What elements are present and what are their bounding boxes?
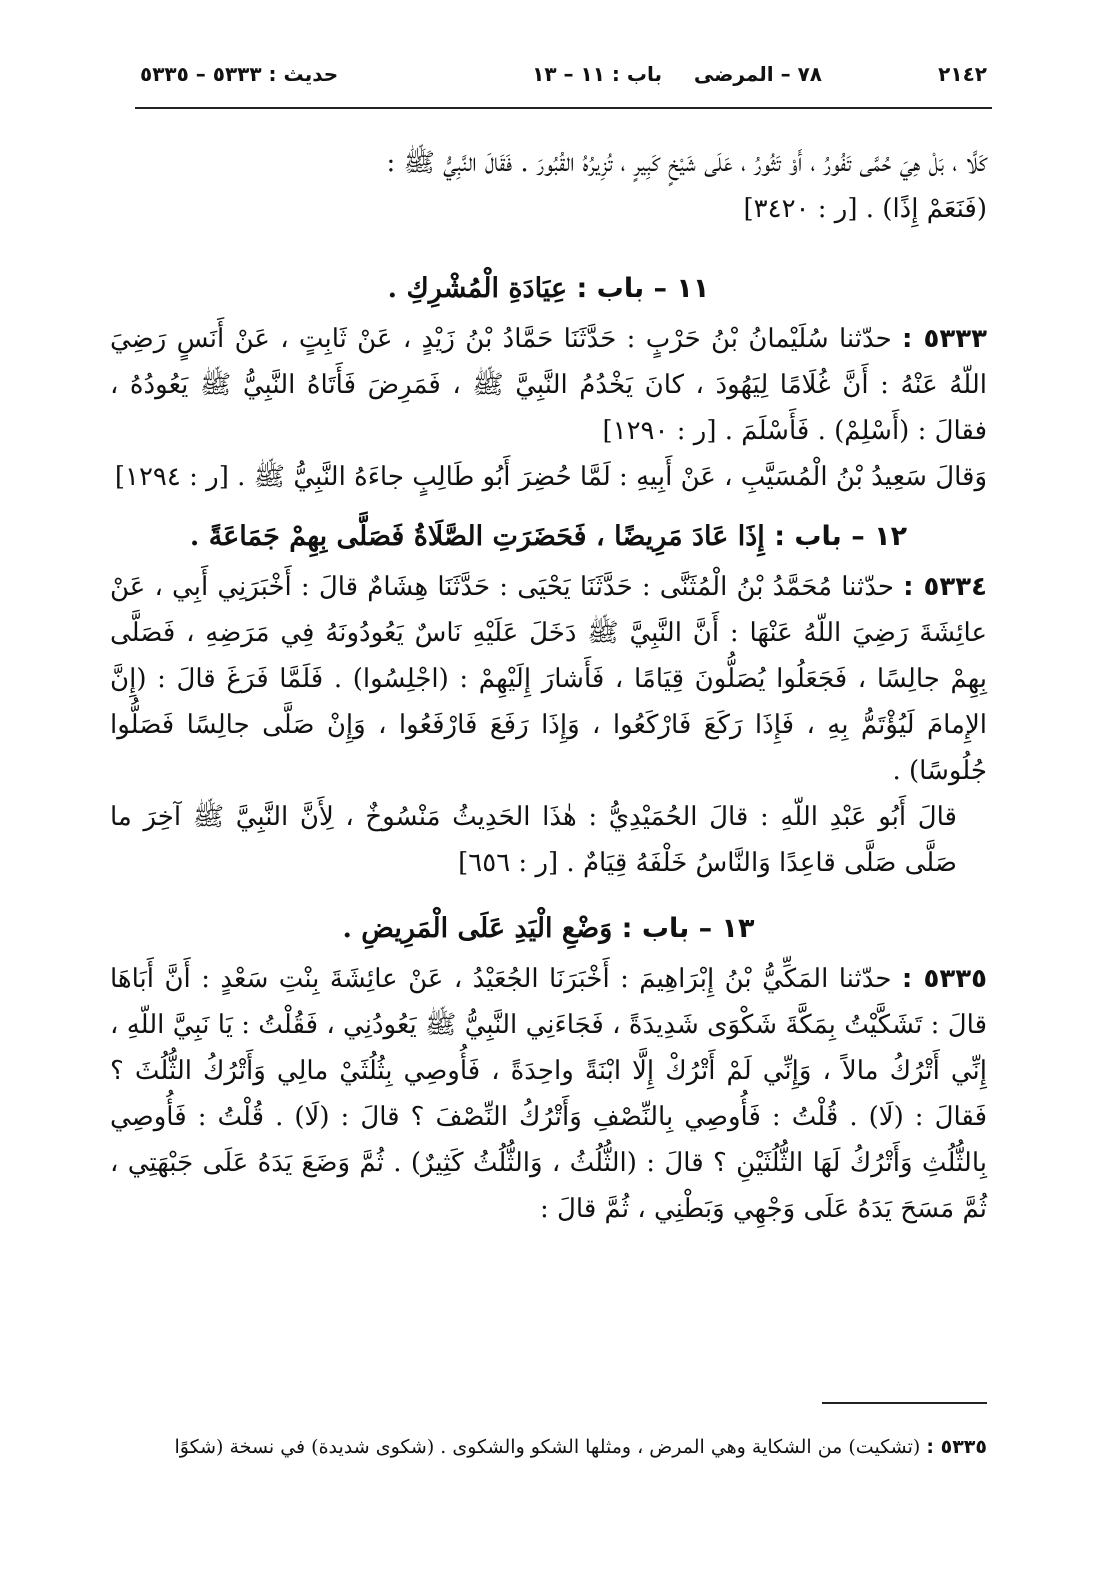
hadith-5334-extra: قالَ أَبُو عَبْدِ اللّهِ : قالَ الحُمَيْدِيُّ : هٰذَا الحَدِيثُ مَنْسُوخٌ ، لِأَنَّ النَّبِيَّ ﷺ آخِرَ ما صَلَّى صَلَّى قاعِدًا وَالنَّاسُ خَلْفَهُ قِيَامٌ . [ر : ٦٥٦] (110, 802, 957, 878)
hadith-text: حدّثنا مُحَمَّدُ بْنُ الْمُثَنَّى : حَدَّثَنَا يَحْيَى : حَدَّثَنَا هِشَامٌ قالَ : أَخْبَرَنِي أَبِي ، عَنْ عائِشَةَ رَضِيَ اللّهُ عَنْهَا : أَنَّ النَّبِيَّ ﷺ دَخَلَ عَلَيْهِ نَاسٌ يَعُودُونَهُ فِي مَرَضِهِ ، فَصَلَّى بِهِمْ جالِسًا ، فَجَعَلُوا يُصَلُّونَ قِيَامًا ، فَأَشارَ إِلَيْهِمْ : (اجْلِسُوا) . فَلَمَّا فَرَغَ قالَ : (إِنَّ الإِمامَ لَيُؤْتَمُّ بِهِ ، فَإِذَا رَكَعَ فَارْكَعُوا ، وَإِذَا رَفَعَ فَارْفَعُوا ، وَإِنْ صَلَّى جالِسًا فَصَلُّوا جُلُوسًا) . (110, 572, 987, 786)
section-heading-12 (110, 514, 987, 560)
section-number: ١١ – باب : (576, 273, 710, 304)
section-title: عِيَادَةِ الْمُشْرِكِ . (387, 273, 568, 304)
footnote (90, 1432, 987, 1462)
section-title: إِذَا عَادَ مَرِيضًا ، فَحَضَرَتِ الصَّلَاةُ فَصَلَّى بِهِمْ جَمَاعَةً . (189, 521, 765, 552)
page-header (140, 56, 987, 96)
footnote-text: (تشكيت) من الشكاية وهي المرض ، ومثلها الشكو والشكوى . (شكوى شديدة) في نسخة (شكوًا (174, 1436, 921, 1458)
bab-range: باب : ١١ – ١٣ (532, 62, 662, 86)
hadith-text: حدّثنا المَكِّيُّ بْنُ إِبْرَاهِيمَ : أَخْبَرَنَا الجُعَيْدُ ، عَنْ عائِشَةَ بِنْتِ سَعْدٍ : أَنَّ أَبَاهَا قالَ : تَشَكَّيْتُ بِمَكَّةَ شَكْوَى شَدِيدَةً ، فَجَاءَنِي النَّبِيُّ ﷺ يَعُودُنِي ، فَقُلْتُ : يَا نَبِيَّ اللّهِ ، إِنِّي أَتْرُكُ مالاً ، وَإِنِّي لَمْ أَتْرُكْ إِلَّا ابْنَةً واحِدَةً ، فَأُوصِي بِثُلُثَيْ مالِي وَأَتْرُكُ الثُّلُثَ ؟ فَقالَ : (لَا) . قُلْتُ : فَأُوصِي بِالنِّصْفِ وَأَتْرُكُ النِّصْفَ ؟ قالَ : (لَا) . قُلْتُ : فَأُوصِي بِالثُّلُثِ وَأَتْرُكُ لَهَا الثُّلُثَيْنِ ؟ قالَ : (الثُّلُثُ ، وَالثُّلُثُ كَثِيرٌ) . ثُمَّ وَضَعَ يَدَهُ عَلَى جَبْهَتِي ، ثُمَّ مَسَحَ يَدَهُ عَلَى وَجْهِي وَبَطْنِي ، ثُمَّ قالَ : (110, 964, 987, 1224)
section-heading-11 (110, 266, 987, 312)
hadith-5333-extra: وَقالَ سَعِيدُ بْنُ الْمُسَيَّبِ ، عَنْ أَبِيهِ : لَمَّا حُضِرَ أَبُو طَالِبٍ جاءَهُ النَّبِيُّ ﷺ . [ر : ١٢٩٤] (114, 462, 987, 492)
hadith-number: ٥٣٣٣ : (902, 324, 988, 354)
hadith-5334 (110, 564, 987, 794)
book-title: ٧٨ – المرضى (693, 62, 822, 86)
section-heading-13 (110, 906, 987, 952)
footnote-divider (822, 1402, 987, 1404)
hadith-text: حدّثنا سُلَيْمانُ بْنُ حَرْبٍ : حَدَّثَنَا حَمَّادُ بْنُ زَيْدٍ ، عَنْ ثَابِتٍ ، عَنْ أَنَسٍ رَضِيَ اللّهُ عَنْهُ : أَنَّ غُلَامًا لِيَهُودَ ، كانَ يَخْدُمُ النَّبِيَّ ﷺ ، فَمَرِضَ فَأَتَاهُ النَّبِيُّ ﷺ يَعُودُهُ ، فقالَ : (أَسْلِمْ) . فَأَسْلَمَ . [ر : ١٢٩٠] (110, 324, 988, 446)
page-number: ٢١٤٢ (938, 62, 987, 86)
intro-line-2: (فَنَعَمْ إِذًا) . [ر : ٣٤٢٠] (743, 194, 987, 224)
intro-line-1: كَلَّا ، بَلْ هِيَ حُمَّى تَفُورُ ، أَوْ تَثُورُ ، عَلَى شَيْخٍ كَبِيرٍ ، تُزِيرُهُ القُبُورَ . فَقَالَ النَّبِيُّ ﷺ : (386, 148, 987, 178)
hadith-number: ٥٣٣٤ : (903, 572, 988, 602)
main-text (110, 140, 987, 1232)
hadith-5335 (110, 956, 987, 1232)
header-divider (135, 107, 992, 109)
section-title: وَضْعِ الْيَدِ عَلَى الْمَرِيضِ . (342, 913, 613, 944)
section-number: ١٣ – باب : (621, 913, 755, 944)
footnote-number: ٥٣٣٥ : (926, 1436, 987, 1458)
hadith-5333 (110, 316, 987, 454)
hadith-number: ٥٣٣٥ : (901, 964, 988, 994)
hadith-range: حديث : ٥٣٣٣ – ٥٣٣٥ (140, 62, 339, 86)
section-number: ١٢ – باب : (774, 521, 908, 552)
